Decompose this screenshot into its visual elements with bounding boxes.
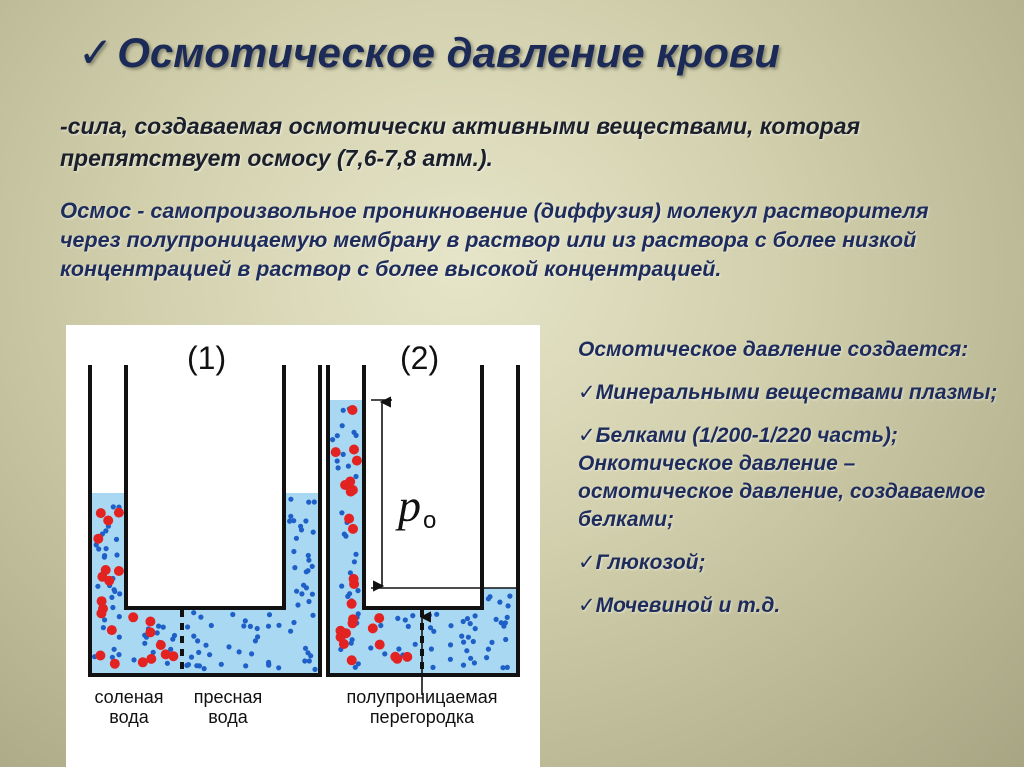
solvent-molecule xyxy=(339,510,344,515)
solvent-molecule xyxy=(461,640,466,645)
solvent-molecule xyxy=(507,594,512,599)
solvent-molecule xyxy=(196,650,201,655)
solute-molecule xyxy=(348,618,358,628)
solvent-molecule xyxy=(312,499,317,504)
side-item xyxy=(578,592,998,620)
solute-molecule xyxy=(104,576,114,586)
solvent-molecule xyxy=(306,553,311,558)
solvent-molecule xyxy=(505,615,510,620)
solute-molecule xyxy=(368,623,378,633)
solvent-molecule xyxy=(295,602,300,607)
solute-molecule xyxy=(349,574,359,584)
solvent-molecule xyxy=(156,624,161,629)
solvent-molecule xyxy=(471,639,476,644)
checkmark-icon: ✓ xyxy=(578,551,596,574)
solvent-molecule xyxy=(506,603,511,608)
solute-molecule xyxy=(128,612,138,622)
side-item-text: Минеральными веществами плазмы; xyxy=(595,381,998,404)
solvent-molecule xyxy=(355,588,360,593)
solvent-molecule xyxy=(226,644,231,649)
checkmark-icon: ✓ xyxy=(78,29,114,76)
caption-salt-water-1: соленая xyxy=(94,687,164,707)
solvent-molecule xyxy=(243,618,248,623)
solvent-molecule xyxy=(429,646,434,651)
solvent-molecule xyxy=(307,658,312,663)
side-item-text: Глюкозой; xyxy=(595,551,706,574)
solvent-molecule xyxy=(248,624,253,629)
solvent-molecule xyxy=(306,558,311,563)
solvent-molecule xyxy=(335,458,340,463)
solvent-molecule xyxy=(255,634,260,639)
solvent-molecule xyxy=(430,665,435,670)
solute-molecule xyxy=(349,445,359,455)
solvent-molecule xyxy=(202,666,207,671)
solvent-molecule xyxy=(303,646,308,651)
solvent-molecule xyxy=(466,635,471,640)
solute-molecule xyxy=(348,405,358,415)
solute-molecule xyxy=(331,447,341,457)
osmosis-diagram-svg xyxy=(66,325,540,767)
solute-molecule xyxy=(114,566,124,576)
solvent-molecule xyxy=(276,623,281,628)
solvent-molecule xyxy=(243,663,248,668)
solute-molecule xyxy=(96,508,106,518)
solvent-molecule xyxy=(237,649,242,654)
solvent-molecule xyxy=(95,584,100,589)
solute-molecule xyxy=(156,640,166,650)
side-list xyxy=(578,336,998,635)
solvent-molecule xyxy=(191,634,196,639)
solvent-molecule xyxy=(468,656,473,661)
solvent-molecule xyxy=(161,625,166,630)
osmosis-definition: - самопроизвольное проникновение (диффузия) молекул растворителя через полупроницаемую мембрану в раствор или из раствора с более низкой концентрацией в раствор с более высокой концентрацией. xyxy=(60,199,929,281)
definition-dash: - xyxy=(60,113,68,139)
solvent-molecule xyxy=(431,629,436,634)
solvent-molecule xyxy=(336,465,341,470)
solute-molecule xyxy=(348,524,358,534)
solvent-molecule xyxy=(291,518,296,523)
solute-molecule xyxy=(346,487,356,497)
solvent-molecule xyxy=(353,474,358,479)
apparatus-1-inner-wall xyxy=(126,365,284,608)
solute-molecule xyxy=(98,604,108,614)
solvent-molecule xyxy=(298,524,303,529)
osmosis-paragraph xyxy=(60,196,980,284)
solute-molecule xyxy=(347,655,357,665)
solvent-molecule xyxy=(489,640,494,645)
solvent-molecule xyxy=(189,655,194,660)
solvent-molecule xyxy=(499,620,504,625)
solvent-molecule xyxy=(117,614,122,619)
label-1: (1) xyxy=(187,340,227,376)
solvent-molecule xyxy=(111,504,116,509)
apparatus-2-water xyxy=(328,400,518,675)
solvent-molecule xyxy=(341,452,346,457)
solute-molecule xyxy=(345,477,355,487)
checkmark-icon: ✓ xyxy=(578,381,596,404)
solvent-molecule xyxy=(299,591,304,596)
caption-fresh-water-2: вода xyxy=(208,707,248,727)
label-2: (2) xyxy=(400,340,440,376)
solvent-molecule xyxy=(434,612,439,617)
solvent-molecule xyxy=(484,655,489,660)
solvent-molecule xyxy=(186,662,191,667)
side-item-text: Белками (1/200-1/220 часть); Онкотическое давление – осмотическое давление, создаваемое белками; xyxy=(578,424,986,531)
solvent-molecule xyxy=(194,663,199,668)
solvent-molecule xyxy=(403,617,408,622)
solvent-molecule xyxy=(172,633,177,638)
solute-molecule xyxy=(392,654,402,664)
solvent-molecule xyxy=(353,552,358,557)
solute-molecule xyxy=(352,456,362,466)
side-item-text: Мочевиной и т.д. xyxy=(595,594,781,617)
solvent-molecule xyxy=(294,536,299,541)
solvent-molecule xyxy=(311,530,316,535)
solvent-molecule xyxy=(342,532,347,537)
solute-molecule xyxy=(145,627,155,637)
solvent-molecule xyxy=(305,650,310,655)
solvent-molecule xyxy=(312,667,317,672)
solvent-molecule xyxy=(335,433,340,438)
solvent-molecule xyxy=(110,605,115,610)
solvent-molecule xyxy=(112,647,117,652)
solute-molecule xyxy=(95,651,105,661)
solvent-molecule xyxy=(352,559,357,564)
solvent-molecule xyxy=(303,518,308,523)
solvent-molecule xyxy=(102,555,107,560)
solute-molecule xyxy=(107,625,117,635)
solvent-molecule xyxy=(461,619,466,624)
solvent-molecule xyxy=(291,549,296,554)
solvent-molecule xyxy=(497,600,502,605)
solvent-molecule xyxy=(117,635,122,640)
solvent-molecule xyxy=(396,646,401,651)
solvent-molecule xyxy=(185,624,190,629)
solvent-molecule xyxy=(198,615,203,620)
solvent-molecule xyxy=(191,610,196,615)
caption-fresh-water-1: пресная xyxy=(193,687,263,707)
pressure-dimension xyxy=(371,400,518,588)
solvent-molecule xyxy=(294,589,299,594)
solute-molecule xyxy=(101,565,111,575)
solvent-molecule xyxy=(288,497,293,502)
solvent-molecule xyxy=(306,599,311,604)
solute-molecule xyxy=(375,640,385,650)
solvent-molecule xyxy=(341,408,346,413)
solvent-molecule xyxy=(230,612,235,617)
solvent-molecule xyxy=(340,423,345,428)
slide-title-text: Осмотическое давление крови xyxy=(117,29,780,76)
solvent-molecule xyxy=(101,625,106,630)
pressure-subscript: o xyxy=(423,507,437,534)
solvent-molecule xyxy=(255,626,260,631)
solvent-molecule xyxy=(354,433,359,438)
solvent-molecule xyxy=(302,658,307,663)
solvent-molecule xyxy=(461,663,466,668)
solvent-molecule xyxy=(301,583,306,588)
solute-molecule xyxy=(402,652,412,662)
solvent-molecule xyxy=(410,613,415,618)
solvent-molecule xyxy=(292,565,297,570)
solvent-molecule xyxy=(249,651,254,656)
solvent-molecule xyxy=(330,437,335,442)
solvent-molecule xyxy=(114,537,119,542)
solvent-molecule xyxy=(267,612,272,617)
solvent-molecule xyxy=(103,528,108,533)
solvent-molecule xyxy=(112,589,117,594)
solvent-molecule xyxy=(464,648,469,653)
solute-molecule xyxy=(347,599,357,609)
solvent-molecule xyxy=(155,630,160,635)
solvent-molecule xyxy=(241,623,246,628)
slide-title xyxy=(78,28,780,77)
solvent-molecule xyxy=(448,623,453,628)
solvent-molecule xyxy=(310,613,315,618)
solute-molecule xyxy=(374,613,384,623)
solute-molecule xyxy=(110,659,120,669)
osmosis-diagram xyxy=(66,325,540,767)
pressure-symbol: p xyxy=(398,480,421,531)
definition-paragraph xyxy=(60,110,960,174)
figure-captions xyxy=(94,687,497,727)
solute-molecule xyxy=(114,508,124,518)
solute-molecule xyxy=(341,628,351,638)
solvent-molecule xyxy=(104,546,109,551)
solvent-molecule xyxy=(339,584,344,589)
side-item xyxy=(578,379,998,407)
solvent-molecule xyxy=(266,660,271,665)
solvent-molecule xyxy=(347,591,352,596)
solute-molecule xyxy=(138,657,148,667)
solute-molecule xyxy=(145,617,155,627)
solvent-molecule xyxy=(459,634,464,639)
caption-membrane-2: перегородка xyxy=(369,707,475,727)
side-heading: Осмотическое давление создается: xyxy=(578,338,969,361)
solute-molecule xyxy=(344,514,354,524)
solvent-molecule xyxy=(209,623,214,628)
solute-molecule xyxy=(168,651,178,661)
solvent-molecule xyxy=(131,657,136,662)
solvent-molecule xyxy=(487,594,492,599)
solvent-molecule xyxy=(486,647,491,652)
solvent-molecule xyxy=(116,652,121,657)
solvent-molecule xyxy=(503,637,508,642)
solvent-molecule xyxy=(117,591,122,596)
caption-salt-water-2: вода xyxy=(109,707,149,727)
side-item xyxy=(578,549,998,577)
caption-membrane-1: полупроницаемая xyxy=(346,687,498,707)
solute-molecule xyxy=(93,534,103,544)
solvent-molecule xyxy=(368,645,373,650)
solvent-molecule xyxy=(109,595,114,600)
osmosis-term: Осмос xyxy=(60,198,132,223)
solvent-molecule xyxy=(505,665,510,670)
solvent-molecule xyxy=(413,642,418,647)
solvent-molecule xyxy=(207,652,212,657)
solvent-molecule xyxy=(288,514,293,519)
solute-molecule xyxy=(103,516,113,526)
solvent-molecule xyxy=(494,617,499,622)
solvent-molecule xyxy=(219,662,224,667)
solvent-molecule xyxy=(406,624,411,629)
checkmark-icon: ✓ xyxy=(578,424,596,447)
solvent-molecule xyxy=(468,621,473,626)
solvent-molecule xyxy=(114,552,119,557)
solvent-molecule xyxy=(427,613,432,618)
solvent-molecule xyxy=(266,624,271,629)
solvent-molecule xyxy=(356,661,361,666)
solvent-molecule xyxy=(306,500,311,505)
solvent-molecule xyxy=(165,661,170,666)
definition-text: сила, создаваемая осмотически активными веществами, которая препятствует осмосу (7,6-7,8 атм.). xyxy=(60,113,861,171)
solvent-molecule xyxy=(276,665,281,670)
checkmark-icon: ✓ xyxy=(578,594,596,617)
solvent-molecule xyxy=(473,626,478,631)
solute-molecule xyxy=(146,654,156,664)
solvent-molecule xyxy=(291,620,296,625)
solvent-molecule xyxy=(304,569,309,574)
solvent-molecule xyxy=(142,641,147,646)
solvent-molecule xyxy=(448,657,453,662)
solvent-molecule xyxy=(346,464,351,469)
solvent-molecule xyxy=(382,651,387,656)
solvent-molecule xyxy=(448,642,453,647)
solvent-molecule xyxy=(203,643,208,648)
solvent-molecule xyxy=(473,613,478,618)
solvent-molecule xyxy=(310,564,315,569)
solvent-molecule xyxy=(378,623,383,628)
solvent-molecule xyxy=(465,616,470,621)
solvent-molecule xyxy=(288,629,293,634)
solvent-molecule xyxy=(395,616,400,621)
solvent-molecule xyxy=(310,592,315,597)
solvent-molecule xyxy=(472,660,477,665)
solvent-molecule xyxy=(349,641,354,646)
side-item xyxy=(578,422,998,534)
solvent-molecule xyxy=(195,638,200,643)
